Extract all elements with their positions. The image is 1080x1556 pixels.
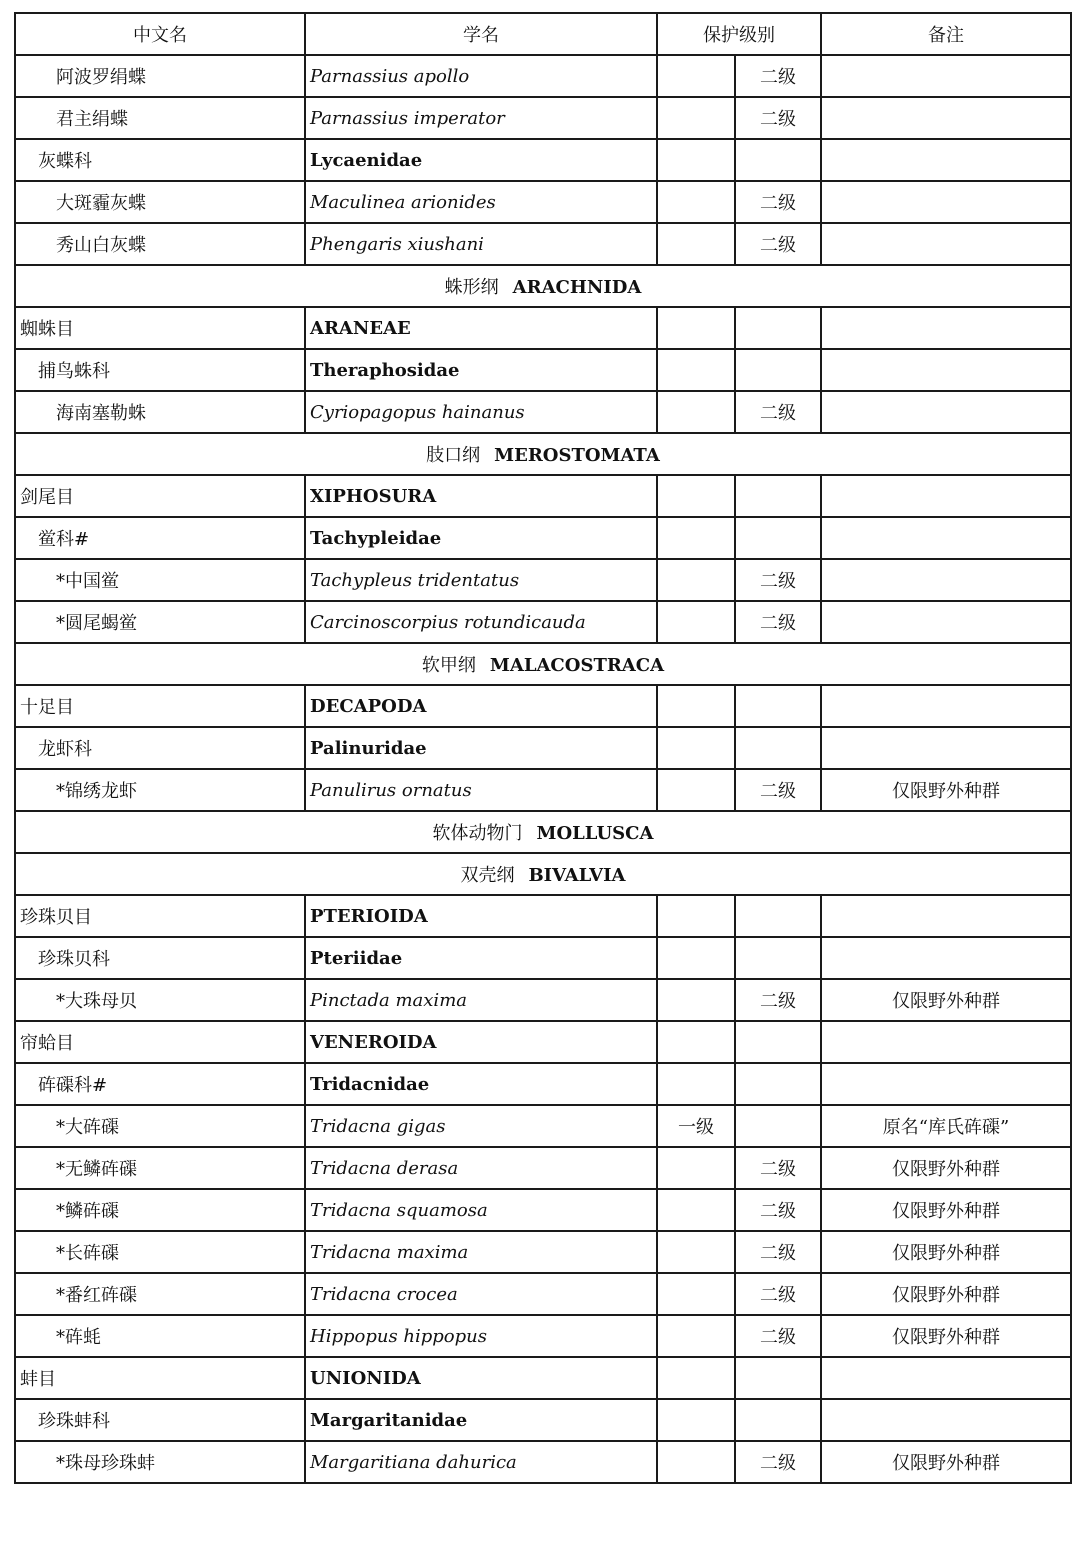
note-cell <box>821 391 1071 433</box>
table-row <box>15 1147 1071 1189</box>
chinese-name-cell: *砗蚝 <box>15 1315 305 1357</box>
note-cell <box>821 97 1071 139</box>
chinese-name-cell: 蜘蛛目 <box>15 307 305 349</box>
grade-two-cell: 二级 <box>735 55 821 97</box>
scientific-name-cell: ARANEAE <box>305 307 657 349</box>
grade-one-cell <box>657 475 735 517</box>
class-chinese-name: 蛛形纲 <box>444 277 499 298</box>
grade-one-cell <box>657 1441 735 1483</box>
header-row <box>15 13 1071 55</box>
scientific-name-cell: Tridacna gigas <box>305 1105 657 1147</box>
note-cell <box>821 937 1071 979</box>
chinese-name-cell: *鳞砗磲 <box>15 1189 305 1231</box>
grade-one-cell <box>657 97 735 139</box>
grade-two-cell: 二级 <box>735 391 821 433</box>
chinese-name-cell: 君主绢蝶 <box>15 97 305 139</box>
grade-two-cell: 二级 <box>735 769 821 811</box>
note-cell <box>821 307 1071 349</box>
table-row <box>15 1315 1071 1357</box>
table-row <box>15 97 1071 139</box>
note-cell <box>821 1357 1071 1399</box>
chinese-name-cell: 龙虾科 <box>15 727 305 769</box>
table-row <box>15 559 1071 601</box>
taxon-class-row <box>15 811 1071 853</box>
note-cell <box>821 139 1071 181</box>
scientific-name-cell: Tridacna derasa <box>305 1147 657 1189</box>
grade-two-cell <box>735 307 821 349</box>
table-body <box>15 55 1071 1483</box>
grade-one-cell <box>657 1315 735 1357</box>
grade-two-cell: 二级 <box>735 979 821 1021</box>
table-row <box>15 1273 1071 1315</box>
grade-one-cell <box>657 1231 735 1273</box>
header-chinese-name: 中文名 <box>15 13 305 55</box>
class-heading <box>15 433 1071 475</box>
note-cell: 仅限野外种群 <box>821 1315 1071 1357</box>
chinese-name-cell: 珍珠蚌科 <box>15 1399 305 1441</box>
grade-two-cell: 二级 <box>735 181 821 223</box>
note-cell <box>821 55 1071 97</box>
chinese-name-cell: 珍珠贝目 <box>15 895 305 937</box>
table-row <box>15 517 1071 559</box>
chinese-name-cell: *无鳞砗磲 <box>15 1147 305 1189</box>
scientific-name-cell: Tachypleus tridentatus <box>305 559 657 601</box>
grade-two-cell <box>735 937 821 979</box>
chinese-name-cell: *大珠母贝 <box>15 979 305 1021</box>
table-row <box>15 937 1071 979</box>
scientific-name-cell: Lycaenidae <box>305 139 657 181</box>
grade-two-cell <box>735 475 821 517</box>
scientific-name-cell: Parnassius apollo <box>305 55 657 97</box>
class-heading <box>15 811 1071 853</box>
grade-one-cell <box>657 1021 735 1063</box>
note-cell: 仅限野外种群 <box>821 1441 1071 1483</box>
table-row <box>15 979 1071 1021</box>
scientific-name-cell: Carcinoscorpius rotundicauda <box>305 601 657 643</box>
chinese-name-cell: 大斑霾灰蝶 <box>15 181 305 223</box>
grade-two-cell <box>735 685 821 727</box>
table-row <box>15 181 1071 223</box>
note-cell <box>821 181 1071 223</box>
grade-two-cell <box>735 139 821 181</box>
chinese-name-cell: 秀山白灰蝶 <box>15 223 305 265</box>
grade-one-cell <box>657 1399 735 1441</box>
note-cell: 仅限野外种群 <box>821 1231 1071 1273</box>
scientific-name-cell: Maculinea arionides <box>305 181 657 223</box>
protected-species-table <box>14 12 1072 1484</box>
table-row <box>15 1105 1071 1147</box>
table-row <box>15 769 1071 811</box>
class-chinese-name: 肢口纲 <box>426 445 481 466</box>
grade-two-cell <box>735 1063 821 1105</box>
note-cell <box>821 601 1071 643</box>
table-row <box>15 475 1071 517</box>
class-scientific-name: BIVALVIA <box>528 865 626 886</box>
grade-two-cell: 二级 <box>735 1147 821 1189</box>
scientific-name-cell: Tridacna maxima <box>305 1231 657 1273</box>
grade-one-cell <box>657 1357 735 1399</box>
grade-one-cell: 一级 <box>657 1105 735 1147</box>
table-row <box>15 1441 1071 1483</box>
grade-two-cell <box>735 895 821 937</box>
taxon-class-row <box>15 265 1071 307</box>
class-scientific-name: ARACHNIDA <box>512 277 642 298</box>
note-cell <box>821 1063 1071 1105</box>
table-row <box>15 391 1071 433</box>
grade-one-cell <box>657 1063 735 1105</box>
scientific-name-cell: Hippopus hippopus <box>305 1315 657 1357</box>
grade-two-cell: 二级 <box>735 559 821 601</box>
chinese-name-cell: *中国鲎 <box>15 559 305 601</box>
scientific-name-cell: Cyriopagopus hainanus <box>305 391 657 433</box>
table-row <box>15 727 1071 769</box>
grade-one-cell <box>657 1147 735 1189</box>
grade-one-cell <box>657 55 735 97</box>
chinese-name-cell: *圆尾蝎鲎 <box>15 601 305 643</box>
grade-two-cell <box>735 1105 821 1147</box>
grade-one-cell <box>657 391 735 433</box>
grade-one-cell <box>657 727 735 769</box>
scientific-name-cell: Panulirus ornatus <box>305 769 657 811</box>
header-scientific-name: 学名 <box>305 13 657 55</box>
chinese-name-cell: 捕鸟蛛科 <box>15 349 305 391</box>
chinese-name-cell: 蚌目 <box>15 1357 305 1399</box>
chinese-name-cell: 珍珠贝科 <box>15 937 305 979</box>
grade-two-cell: 二级 <box>735 1315 821 1357</box>
chinese-name-cell: 阿波罗绢蝶 <box>15 55 305 97</box>
header-protection-level: 保护级别 <box>657 13 821 55</box>
grade-one-cell <box>657 517 735 559</box>
note-cell: 仅限野外种群 <box>821 979 1071 1021</box>
taxon-class-row <box>15 433 1071 475</box>
grade-one-cell <box>657 769 735 811</box>
chinese-name-cell: *珠母珍珠蚌 <box>15 1441 305 1483</box>
taxon-class-row <box>15 643 1071 685</box>
grade-two-cell <box>735 517 821 559</box>
scientific-name-cell: XIPHOSURA <box>305 475 657 517</box>
note-cell <box>821 727 1071 769</box>
scientific-name-cell: Pinctada maxima <box>305 979 657 1021</box>
grade-one-cell <box>657 937 735 979</box>
note-cell <box>821 223 1071 265</box>
table-row <box>15 1189 1071 1231</box>
note-cell: 仅限野外种群 <box>821 1147 1071 1189</box>
note-cell: 仅限野外种群 <box>821 1189 1071 1231</box>
class-chinese-name: 双壳纲 <box>460 865 515 886</box>
note-cell <box>821 559 1071 601</box>
note-cell: 原名“库氏砗磲” <box>821 1105 1071 1147</box>
class-scientific-name: MALACOSTRACA <box>489 655 665 676</box>
taxon-class-row <box>15 853 1071 895</box>
note-cell <box>821 895 1071 937</box>
table-row <box>15 1357 1071 1399</box>
chinese-name-cell: 灰蝶科 <box>15 139 305 181</box>
grade-one-cell <box>657 601 735 643</box>
chinese-name-cell: *锦绣龙虾 <box>15 769 305 811</box>
table-row <box>15 1399 1071 1441</box>
table-row <box>15 601 1071 643</box>
table-row <box>15 139 1071 181</box>
scientific-name-cell: DECAPODA <box>305 685 657 727</box>
scientific-name-cell: Margaritiana dahurica <box>305 1441 657 1483</box>
grade-two-cell: 二级 <box>735 1441 821 1483</box>
grade-two-cell: 二级 <box>735 601 821 643</box>
grade-two-cell <box>735 727 821 769</box>
grade-one-cell <box>657 685 735 727</box>
scientific-name-cell: Theraphosidae <box>305 349 657 391</box>
chinese-name-cell: 海南塞勒蛛 <box>15 391 305 433</box>
grade-one-cell <box>657 223 735 265</box>
scientific-name-cell: Parnassius imperator <box>305 97 657 139</box>
chinese-name-cell: 鲎科# <box>15 517 305 559</box>
grade-two-cell: 二级 <box>735 97 821 139</box>
table-row <box>15 1063 1071 1105</box>
scientific-name-cell: VENEROIDA <box>305 1021 657 1063</box>
chinese-name-cell: *番红砗磲 <box>15 1273 305 1315</box>
scientific-name-cell: UNIONIDA <box>305 1357 657 1399</box>
note-cell: 仅限野外种群 <box>821 769 1071 811</box>
scientific-name-cell: Palinuridae <box>305 727 657 769</box>
table-row <box>15 1231 1071 1273</box>
grade-one-cell <box>657 1189 735 1231</box>
scientific-name-cell: Tridacna crocea <box>305 1273 657 1315</box>
table-row <box>15 55 1071 97</box>
class-scientific-name: MOLLUSCA <box>536 823 654 844</box>
class-heading <box>15 643 1071 685</box>
chinese-name-cell: 砗磲科# <box>15 1063 305 1105</box>
scientific-name-cell: Margaritanidae <box>305 1399 657 1441</box>
scientific-name-cell: Phengaris xiushani <box>305 223 657 265</box>
header-note: 备注 <box>821 13 1071 55</box>
scientific-name-cell: PTERIOIDA <box>305 895 657 937</box>
class-chinese-name: 软体动物门 <box>432 823 523 844</box>
note-cell <box>821 1021 1071 1063</box>
grade-two-cell <box>735 1357 821 1399</box>
scientific-name-cell: Tachypleidae <box>305 517 657 559</box>
grade-one-cell <box>657 349 735 391</box>
grade-two-cell: 二级 <box>735 1231 821 1273</box>
class-scientific-name: MEROSTOMATA <box>494 445 660 466</box>
grade-two-cell: 二级 <box>735 1189 821 1231</box>
grade-one-cell <box>657 559 735 601</box>
scientific-name-cell: Tridacnidae <box>305 1063 657 1105</box>
class-chinese-name: 软甲纲 <box>421 655 476 676</box>
note-cell <box>821 517 1071 559</box>
grade-two-cell <box>735 349 821 391</box>
chinese-name-cell: 剑尾目 <box>15 475 305 517</box>
chinese-name-cell: 十足目 <box>15 685 305 727</box>
note-cell <box>821 1399 1071 1441</box>
grade-one-cell <box>657 979 735 1021</box>
grade-one-cell <box>657 895 735 937</box>
chinese-name-cell: *大砗磲 <box>15 1105 305 1147</box>
note-cell: 仅限野外种群 <box>821 1273 1071 1315</box>
table-row <box>15 223 1071 265</box>
grade-two-cell: 二级 <box>735 223 821 265</box>
chinese-name-cell: *长砗磲 <box>15 1231 305 1273</box>
note-cell <box>821 349 1071 391</box>
class-heading <box>15 853 1071 895</box>
chinese-name-cell: 帘蛤目 <box>15 1021 305 1063</box>
note-cell <box>821 685 1071 727</box>
grade-two-cell: 二级 <box>735 1273 821 1315</box>
table-row <box>15 307 1071 349</box>
grade-one-cell <box>657 307 735 349</box>
grade-one-cell <box>657 139 735 181</box>
grade-two-cell <box>735 1399 821 1441</box>
note-cell <box>821 475 1071 517</box>
grade-one-cell <box>657 181 735 223</box>
table-row <box>15 1021 1071 1063</box>
table-row <box>15 895 1071 937</box>
table-row <box>15 349 1071 391</box>
class-heading <box>15 265 1071 307</box>
scientific-name-cell: Tridacna squamosa <box>305 1189 657 1231</box>
grade-two-cell <box>735 1021 821 1063</box>
table-row <box>15 685 1071 727</box>
grade-one-cell <box>657 1273 735 1315</box>
scientific-name-cell: Pteriidae <box>305 937 657 979</box>
